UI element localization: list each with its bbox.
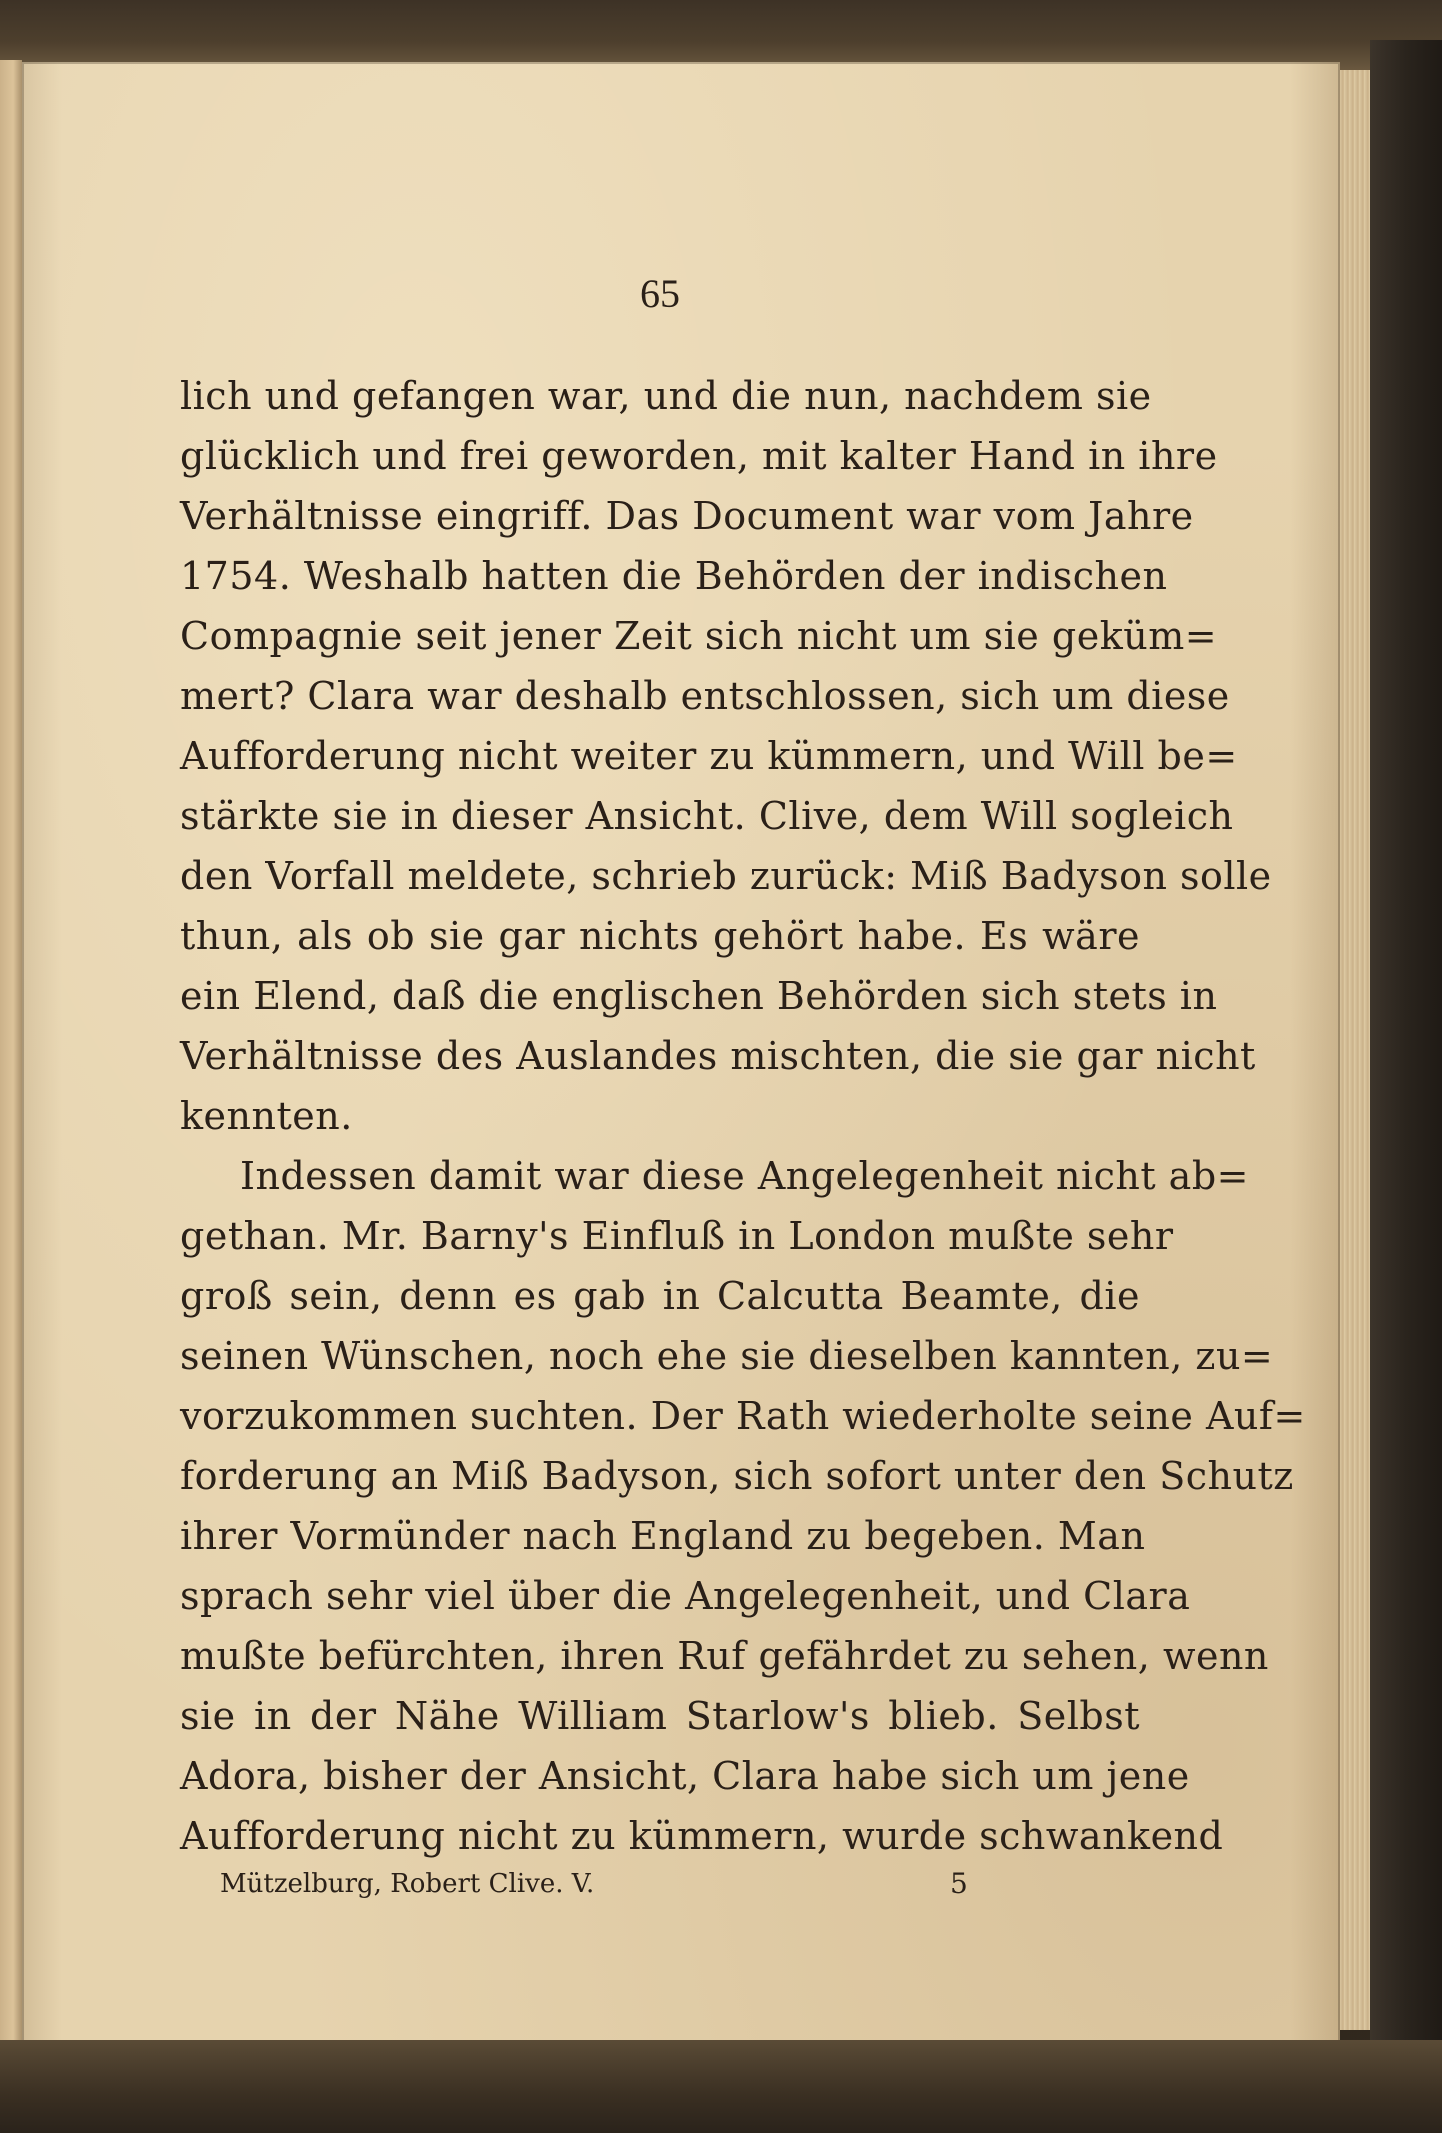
book-bottom-edge — [0, 2040, 1442, 2133]
text-line: 1754. Weshalb hatten die Behörden der indischen — [180, 554, 1168, 598]
text-line: Aufforderung nicht zu kümmern, wurde schwankend — [180, 1814, 1224, 1858]
text-line: ihrer Vormünder nach England zu begeben. Man — [180, 1514, 1146, 1558]
text-line: stärkte sie in dieser Ansicht. Clive, dem Will sogleich — [180, 794, 1234, 838]
text-line-paragraph-end: kennten. — [180, 1094, 353, 1138]
book-top-edge — [0, 0, 1442, 70]
text-line: Adora, bisher der Ansicht, Clara habe sich um jene — [180, 1754, 1190, 1798]
text-line: Aufforderung nicht weiter zu kümmern, und Will be= — [180, 734, 1238, 778]
footer-signature: Mützelburg, Robert Clive. V. — [220, 1869, 595, 1899]
text-line: ein Elend, daß die englischen Behörden sich stets in — [180, 974, 1218, 1018]
text-line: groß sein, denn es gab in Calcutta Beamte, die — [180, 1274, 1140, 1318]
text-line: mußte befürchten, ihren Ruf gefährdet zu sehen, wenn — [180, 1634, 1269, 1678]
book-cover-edge — [1370, 40, 1442, 2133]
footer-sheet-number: 5 — [950, 1867, 968, 1900]
text-line: vorzukommen suchten. Der Rath wiederholte seine Auf= — [180, 1394, 1306, 1438]
text-line: Verhältnisse eingriff. Das Document war vom Jahre — [180, 494, 1194, 538]
text-line: lich und gefangen war, und die nun, nachdem sie — [180, 374, 1152, 418]
text-line: Compagnie seit jener Zeit sich nicht um sie geküm= — [180, 614, 1218, 658]
text-line: thun, als ob sie gar nichts gehört habe. Es wäre — [180, 914, 1140, 958]
text-line: gethan. Mr. Barny's Einfluß in London mußte sehr — [180, 1214, 1174, 1258]
text-line: Verhältnisse des Auslandes mischten, die sie gar nicht — [180, 1034, 1256, 1078]
text-line: den Vorfall meldete, schrieb zurück: Miß Badyson solle — [180, 854, 1272, 898]
text-line: forderung an Miß Badyson, sich sofort unter den Schutz — [180, 1454, 1294, 1498]
page-stack-edge — [1340, 70, 1370, 2030]
page-number: 65 — [640, 271, 680, 316]
text-line: glücklich und frei geworden, mit kalter Hand in ihre — [180, 434, 1218, 478]
text-line: sprach sehr viel über die Angelegenheit, und Clara — [180, 1574, 1191, 1618]
body-text — [180, 366, 1306, 1866]
text-line: mert? Clara war deshalb entschlossen, sich um diese — [180, 674, 1230, 718]
text-line-paragraph-start: Indessen damit war diese Angelegenheit nicht ab= — [240, 1154, 1249, 1198]
left-page-edge — [0, 60, 22, 2050]
text-line: sie in der Nähe William Starlow's blieb. Selbst — [180, 1694, 1140, 1738]
text-line: seinen Wünschen, noch ehe sie dieselben kannten, zu= — [180, 1334, 1274, 1378]
